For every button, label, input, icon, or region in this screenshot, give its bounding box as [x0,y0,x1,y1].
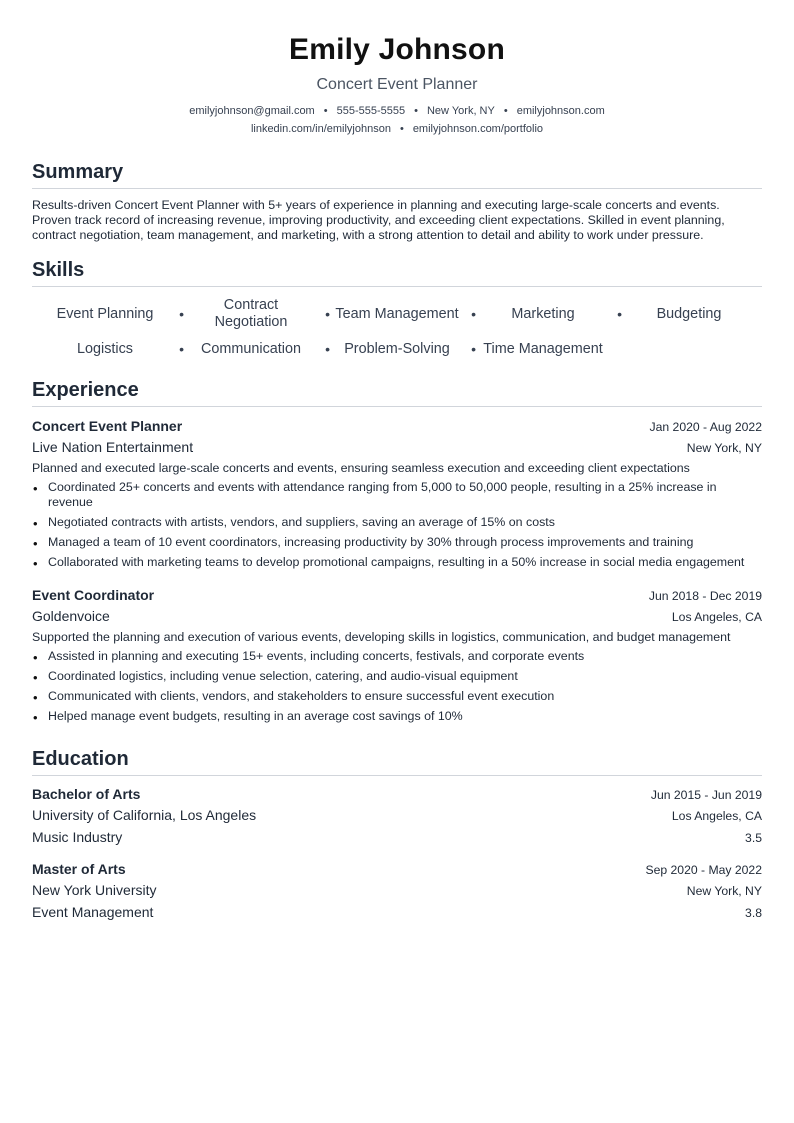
skills-list [32,297,762,359]
experience-entry [32,417,762,570]
contact-info [32,102,762,138]
list-item: • Assisted in planning and executing 15+ events, including concerts, festivals, and corporate events [32,649,762,664]
job-bullets [32,649,762,724]
skill-item: Marketing • [470,297,616,331]
edu-dates: Sep 2020 - May 2022 [645,863,762,877]
skill-item: Communication • [178,339,324,359]
skills-section [32,257,762,359]
resume-header [32,0,762,138]
candidate-title: Concert Event Planner [316,76,478,93]
job-dates: Jun 2018 - Dec 2019 [648,589,762,603]
job-role: Concert Event Planner [32,418,183,434]
contact-phone[interactable]: 555-555-5555 [336,105,406,117]
education-section [32,746,762,924]
contact-email[interactable]: emilyjohnson@gmail.com [189,105,315,117]
edu-degree: Master of Arts [32,861,126,877]
candidate-name: Emily Johnson [289,33,505,66]
entry-company-row [32,606,762,628]
edu-header-row [32,860,762,880]
skills-heading: Skills [32,257,762,287]
summary-heading: Summary [32,159,762,189]
skill-item: Problem-Solving • [324,339,470,359]
entry-company-row [32,437,762,459]
list-item: • Helped manage event budgets, resulting in an average cost savings of 10% [32,709,762,724]
edu-location: New York, NY [686,884,762,898]
job-company: Live Nation Entertainment [32,439,194,455]
job-location: New York, NY [686,441,762,455]
job-location: Los Angeles, CA [671,610,762,624]
edu-field: Event Management [32,904,154,920]
separator-dot: • [503,105,508,117]
contact-location: New York, NY [426,105,495,117]
summary-section [32,159,762,243]
list-item: • Collaborated with marketing teams to develop promotional campaigns, resulting in a 50% increase in social media engagement [32,555,762,570]
skill-item: Logistics • [32,339,178,359]
edu-school: New York University [32,882,157,898]
contact-website[interactable]: emilyjohnson.com [516,105,605,117]
job-dates: Jan 2020 - Aug 2022 [649,420,762,434]
education-entry [32,860,762,924]
edu-school-row [32,880,762,902]
list-item: • Coordinated logistics, including venue selection, catering, and audio-visual equipment [32,669,762,684]
separator-dot: • [323,105,328,117]
edu-gpa: 3.5 [745,831,762,845]
edu-school: University of California, Los Angeles [32,807,257,823]
contact-linkedin[interactable]: linkedin.com/in/emilyjohnson [250,123,391,135]
experience-heading: Experience [32,377,762,407]
job-bullets [32,480,762,570]
edu-field: Music Industry [32,829,123,845]
job-company: Goldenvoice [32,608,110,624]
edu-gpa: 3.8 [745,906,762,920]
education-entry [32,785,762,849]
list-item: • Communicated with clients, vendors, and stakeholders to ensure successful event execution [32,689,762,704]
contact-portfolio[interactable]: emilyjohnson.com/portfolio [412,123,544,135]
job-role: Event Coordinator [32,587,155,603]
skill-item: Contract Negotiation • [178,297,324,331]
entry-header-row [32,417,762,437]
list-item: • Coordinated 25+ concerts and events with attendance ranging from 5,000 to 50,000 people, resulting in a 25% increase in revenue [32,480,762,510]
skill-item: Team Management • [324,297,470,331]
job-description: Supported the planning and execution of various events, developing skills in logistics, communication, and budget management [32,630,731,644]
contact-row-2 [32,120,762,138]
edu-degree: Bachelor of Arts [32,786,141,802]
contact-row-1 [32,102,762,120]
experience-entry [32,586,762,724]
edu-field-row [32,827,762,849]
experience-section [32,377,762,724]
list-item: • Negotiated contracts with artists, vendors, and suppliers, saving an average of 15% on costs [32,515,762,530]
separator-dot: • [399,123,404,135]
skill-item: Budgeting [656,305,722,322]
skill-item: Time Management [483,340,603,357]
skill-item: Event Planning • [32,297,178,331]
list-item: • Managed a team of 10 event coordinators, increasing productivity by 30% through process improvements and training [32,535,762,550]
education-heading: Education [32,746,762,776]
edu-header-row [32,785,762,805]
entry-header-row [32,586,762,606]
separator-dot: • [414,105,418,117]
edu-field-row [32,902,762,924]
edu-location: Los Angeles, CA [671,809,762,823]
edu-school-row [32,805,762,827]
edu-dates: Jun 2015 - Jun 2019 [650,788,762,802]
job-description: Planned and executed large-scale concerts and events, ensuring seamless execution and exceeding client expectations [32,461,690,475]
summary-text: Results-driven Concert Event Planner with 5+ years of experience in planning and executing large-scale concerts and events. Proven track record of increasing revenue, improving productivity, and exceeding client expectations. Skilled in event planning, contract negotiation, team management, and marketing, with a strong attention to detail and ability to work under pressure. [32,198,725,242]
